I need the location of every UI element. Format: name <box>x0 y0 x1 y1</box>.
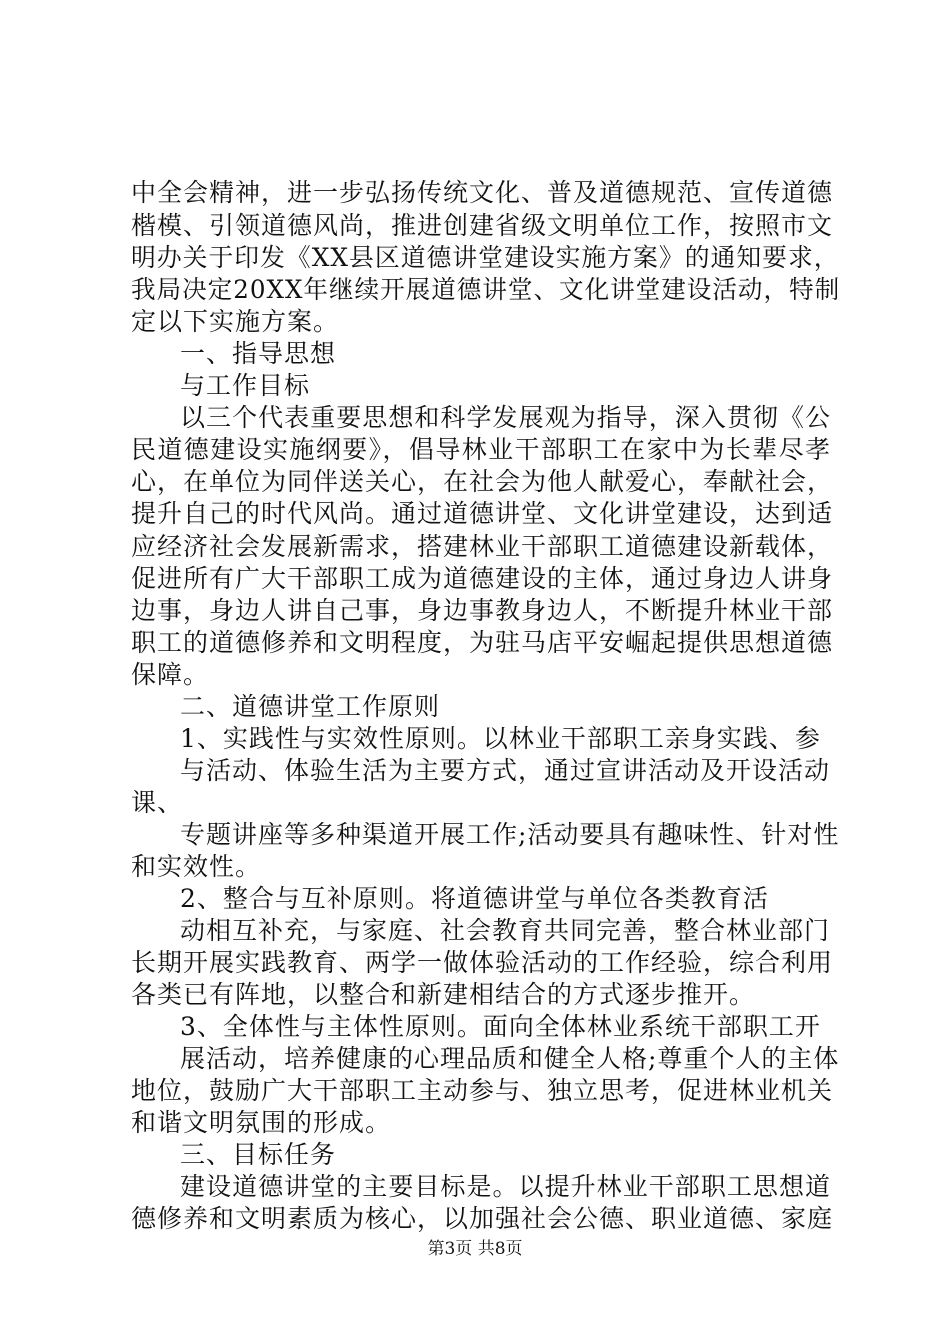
paragraph-line: 民道德建设实施纲要》，倡导林业干部职工在家中为长辈尽孝 <box>131 435 831 464</box>
paragraph-line: 1、实践性与实效性原则。以林业干部职工亲身实践、参 <box>180 724 821 753</box>
paragraph-line: 课、 <box>131 788 184 817</box>
paragraph-line: 各类已有阵地，以整合和新建相结合的方式逐步推开。 <box>131 980 756 1009</box>
paragraph-line: 明办关于印发《XX县区道德讲堂建设实施方案》的通知要求， <box>131 243 840 272</box>
paragraph-line: 和谐文明氛围的形成。 <box>131 1108 392 1137</box>
section-heading: 一、指导思想 <box>180 339 337 368</box>
paragraph-line: 边事，身边人讲自己事，身边事教身边人，不断提升林业干部 <box>131 596 834 625</box>
paragraph-line: 楷模、引领道德风尚，推进创建省级文明单位工作，按照市文 <box>131 211 834 240</box>
paragraph-line: 保障。 <box>131 660 210 689</box>
paragraph-line: 专题讲座等多种渠道开展工作;活动要具有趣味性、针对性 <box>180 820 840 849</box>
paragraph-line: 中全会精神，进一步弘扬传统文化、普及道德规范、宣传道德 <box>131 178 834 207</box>
paragraph-line: 应经济社会发展新需求，搭建林业干部职工道德建设新载体， <box>131 532 834 561</box>
paragraph-line: 定以下实施方案。 <box>131 307 340 336</box>
paragraph-line: 2、整合与互补原则。将道德讲堂与单位各类教育活 <box>180 884 769 913</box>
paragraph-line: 长期开展实践教育、两学一做体验活动的工作经验，综合利用 <box>131 948 834 977</box>
paragraph-line: 职工的道德修养和文明程度，为驻马店平安崛起提供思想道德 <box>131 628 834 657</box>
section-heading: 二、道德讲堂工作原则 <box>180 692 441 721</box>
paragraph-line: 促进所有广大干部职工成为道德建设的主体，通过身边人讲身 <box>131 564 834 593</box>
paragraph-line: 提升自己的时代风尚。通过道德讲堂、文化讲堂建设，达到适 <box>131 499 834 528</box>
paragraph-line: 我局决定20XX年继续开展道德讲堂、文化讲堂建设活动，特制 <box>131 275 841 304</box>
paragraph-line: 建设道德讲堂的主要目标是。以提升林业干部职工思想道 <box>180 1172 831 1201</box>
paragraph-line: 以三个代表重要思想和科学发展观为指导，深入贯彻《公 <box>180 403 831 432</box>
paragraph-line: 和实效性。 <box>131 852 262 881</box>
paragraph-line: 动相互补充，与家庭、社会教育共同完善，整合林业部门 <box>180 916 831 945</box>
paragraph-line: 3、全体性与主体性原则。面向全体林业系统干部职工开 <box>180 1012 821 1041</box>
section-heading: 三、目标任务 <box>180 1140 337 1169</box>
page-number-footer: 第3页 共8页 <box>427 1239 523 1259</box>
paragraph-line: 德修养和文明素质为核心，以加强社会公德、职业道德、家庭 <box>131 1204 834 1233</box>
paragraph-line: 心，在单位为同伴送关心，在社会为他人献爱心，奉献社会， <box>131 467 834 496</box>
paragraph-line: 与活动、体验生活为主要方式，通过宣讲活动及开设活动 <box>180 756 831 785</box>
paragraph-line: 地位，鼓励广大干部职工主动参与、独立思考，促进林业机关 <box>131 1076 834 1105</box>
paragraph-line: 展活动，培养健康的心理品质和健全人格;尊重个人的主体 <box>180 1044 840 1073</box>
section-heading: 与工作目标 <box>180 371 311 400</box>
